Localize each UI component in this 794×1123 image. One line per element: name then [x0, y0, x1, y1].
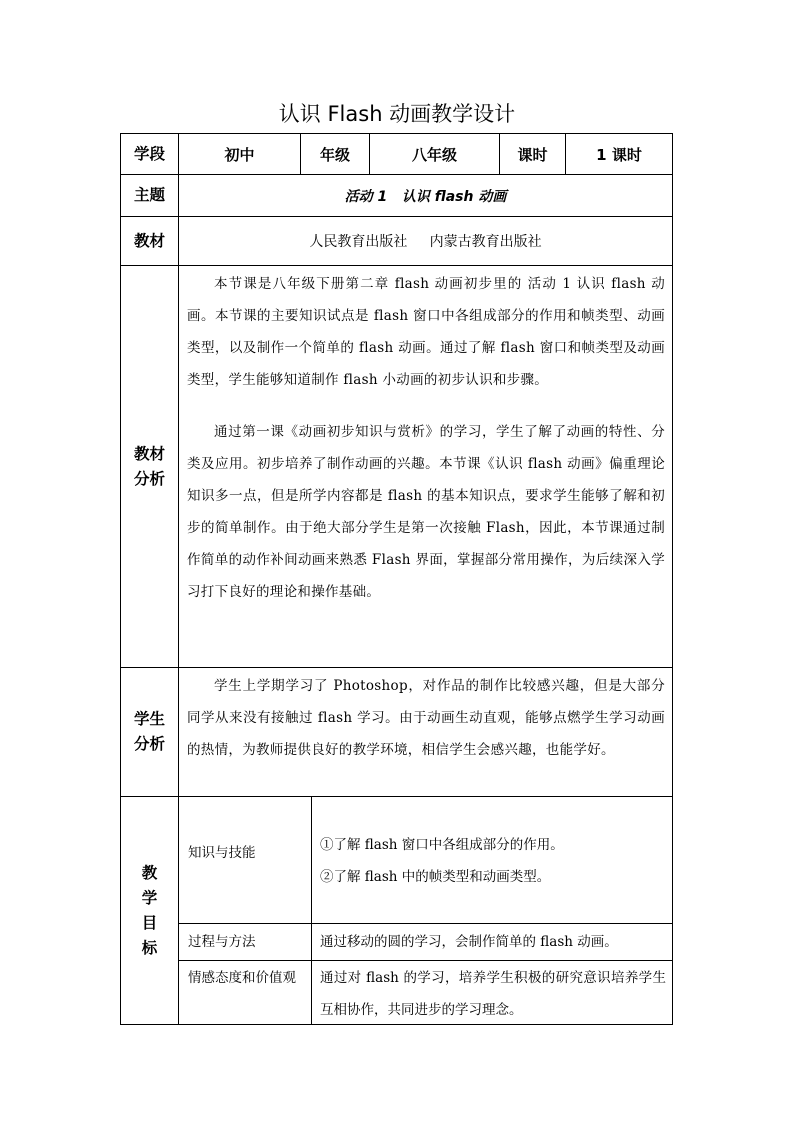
lesson-plan-table — [120, 133, 673, 1025]
teaching-goals-label: 教 学 目 标 — [120, 796, 179, 1025]
goal-knowledge-line-1: ①了解 flash 窗口中各组成部分的作用。 — [320, 837, 564, 853]
student-analysis-paragraph: 学生上学期学习了 Photoshop，对作品的制作比较感兴趣，但是大部分同学从来没有接触过 flash 学习。由于动画生动直观，能够点燃学生学习动画的热情，为教师提供良好的教学环境，相信学生会感兴趣，也能学好。 — [187, 678, 665, 758]
textbook-analysis-label: 教材 分析 — [120, 265, 179, 668]
stage-label: 学段 — [120, 133, 179, 175]
textbook-analysis-paragraph-2: 通过第一课《动画初步知识与赏析》的学习，学生了解了动画的特性、分类及应用。初步培养了制作动画的兴趣。本节课《认识 flash 动画》偏重理论知识多一点，但是所学内容都是 flash 的基本知识点，要求学生能够了解和初步的简单制作。由于绝大部分学生是第一次接触 Flash，因此，本节课通过制作简单的动作补间动画来熟悉 Flash 界面，掌握部分常用操作，为后续深入学习打下良好的理论和操作基础。 — [187, 424, 665, 600]
student-analysis-cell — [178, 667, 673, 797]
goal-emotion-name: 情感态度和价值观 — [178, 960, 312, 1025]
theme-label: 主题 — [120, 174, 179, 217]
textbook-value: 人民教育出版社 内蒙古教育出版社 — [178, 216, 673, 266]
textbook-analysis-paragraph-1: 本节课是八年级下册第二章 flash 动画初步里的 活动 1 认识 flash 动画。本节课的主要知识试点是 flash 窗口中各组成部分的作用和帧类型、动画类型，以及制作一个简单的 flash 动画。通过了解 flash 窗口和帧类型及动画类型，学生能够知道制作 flash 小动画的初步认识和步骤。 — [187, 276, 665, 388]
goal-knowledge-name: 知识与技能 — [178, 796, 312, 924]
theme-value: 活动 1 认识 flash 动画 — [178, 174, 673, 217]
page-title: 认识 Flash 动画教学设计 — [278, 102, 516, 126]
stage-value: 初中 — [178, 133, 301, 175]
goal-process-content: 通过移动的圆的学习，会制作简单的 flash 动画。 — [311, 923, 673, 961]
goal-knowledge-content — [311, 796, 673, 924]
grade-value: 八年级 — [369, 133, 500, 175]
goal-process-name: 过程与方法 — [178, 923, 312, 961]
textbook-label: 教材 — [120, 216, 179, 266]
goal-knowledge-line-2: ②了解 flash 中的帧类型和动画类型。 — [320, 869, 551, 885]
grade-label: 年级 — [300, 133, 370, 175]
hours-value: 1 课时 — [565, 133, 673, 175]
student-analysis-label: 学生 分析 — [120, 667, 179, 797]
hours-label: 课时 — [499, 133, 566, 175]
goal-emotion-content: 通过对 flash 的学习，培养学生积极的研究意识培养学生互相协作，共同进步的学习理念。 — [311, 960, 673, 1025]
textbook-analysis-cell — [178, 265, 673, 668]
